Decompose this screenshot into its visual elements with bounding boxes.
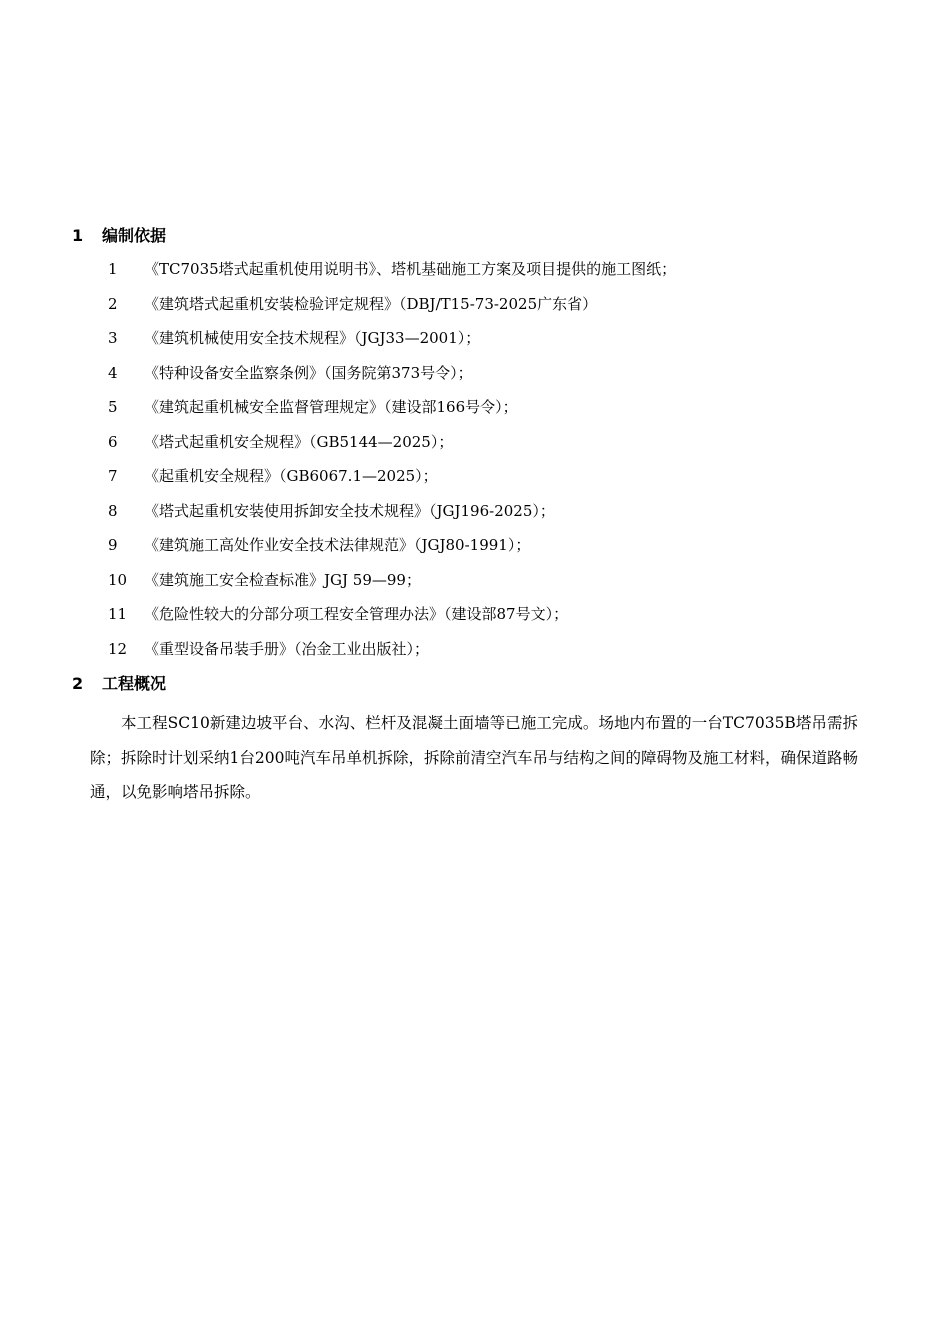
overview-paragraph: 本工程SC10新建边坡平台、水沟、栏杆及混凝土面墙等已施工完成。场地内布置的一台TC7035B塔吊需拆除；拆除时计划采纳1台200吨汽车吊单机拆除，拆除前清空汽车吊与结构之间的障碍物及施工材料，确保道路畅通，以免影响塔吊拆除。	[90, 714, 858, 801]
section-title: 工程概况	[102, 674, 167, 693]
list-item	[108, 431, 676, 466]
list-item-text: 《建筑施工高处作业安全技术法律规范》（JGJ80-1991）；	[144, 536, 531, 554]
section-number: 1	[72, 226, 84, 245]
list-item	[108, 293, 676, 328]
list-item-text: 《起重机安全规程》（GB6067.1—2025）；	[144, 467, 438, 485]
reference-list	[108, 258, 676, 672]
list-item	[108, 362, 676, 397]
list-item	[108, 638, 676, 673]
list-item-index: 3	[108, 329, 118, 347]
list-item	[108, 465, 676, 500]
list-item-text: 《重型设备吊装手册》（冶金工业出版社）；	[144, 639, 430, 658]
list-item-index: 11	[108, 605, 128, 623]
section-heading-overview	[72, 673, 166, 695]
list-item-index: 9	[108, 536, 118, 554]
list-item	[108, 500, 676, 535]
list-item-index: 8	[108, 501, 118, 520]
list-item-text: 《塔式起重机安装使用拆卸安全技术规程》（JGJ196-2025）；	[144, 501, 555, 520]
list-item-index: 4	[108, 363, 118, 382]
list-item-text: 《塔式起重机安全规程》（GB5144—2025）；	[144, 432, 454, 451]
list-item-index: 7	[108, 467, 118, 485]
list-item-text: 《特种设备安全监察条例》（国务院第373号令）；	[144, 363, 473, 382]
list-item	[108, 569, 676, 604]
list-item	[108, 258, 676, 293]
list-item-text: 《建筑机械使用安全技术规程》（JGJ33—2001）；	[144, 329, 481, 347]
list-item-text: 《危险性较大的分部分项工程安全管理办法》（建设部87号文）；	[144, 605, 569, 623]
section-number: 2	[72, 674, 84, 693]
section-heading-basis	[72, 225, 166, 247]
list-item-index: 6	[108, 432, 118, 451]
list-item-index: 2	[108, 294, 118, 313]
list-item-text: 《建筑塔式起重机安装检验评定规程》（DBJ/T15-73-2025广东省）	[144, 294, 598, 313]
list-item	[108, 327, 676, 362]
list-item-text: 《建筑施工安全检查标准》JGJ 59—99；	[144, 570, 421, 589]
list-item-index: 12	[108, 639, 128, 658]
section-title: 编制依据	[102, 226, 167, 245]
list-item-text: 《建筑起重机械安全监督管理规定》（建设部166号令）；	[144, 398, 518, 416]
list-item-index: 5	[108, 398, 118, 416]
list-item-index: 1	[108, 260, 118, 278]
list-item	[108, 534, 676, 569]
list-item	[108, 396, 676, 431]
list-item-index: 10	[108, 570, 128, 589]
list-item-text: 《TC7035塔式起重机使用说明书》、塔机基础施工方案及项目提供的施工图纸；	[144, 260, 677, 278]
list-item	[108, 603, 676, 638]
